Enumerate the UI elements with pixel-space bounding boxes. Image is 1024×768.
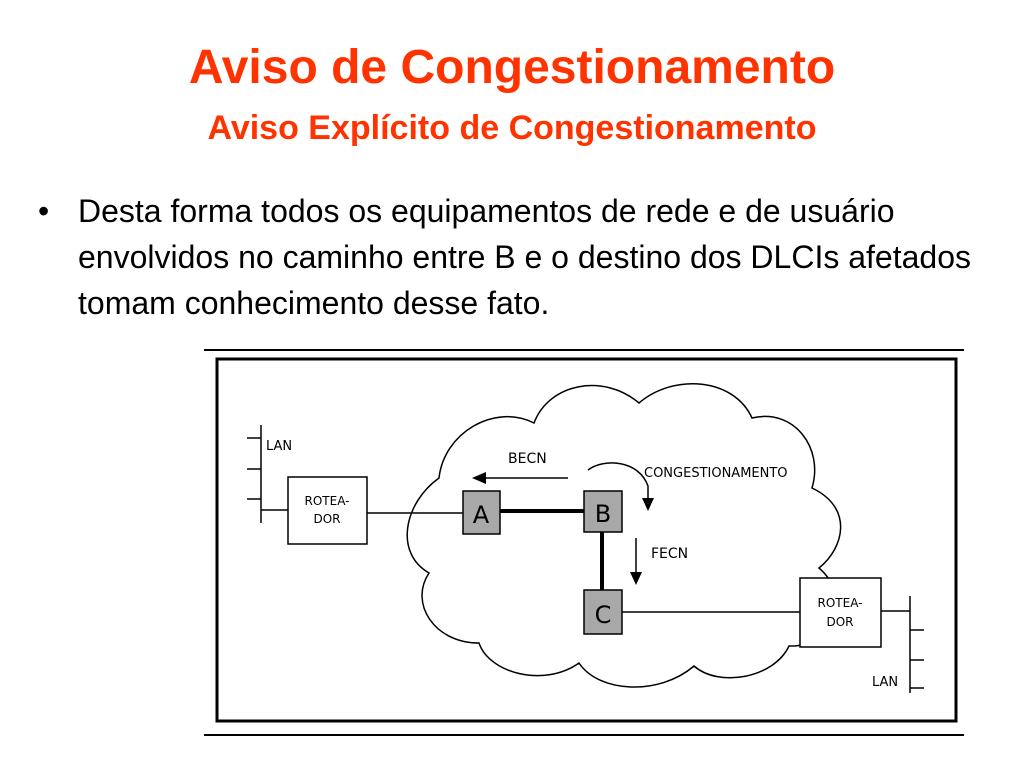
bullet-dot: • [38,193,50,229]
router-left [288,477,367,544]
slide-title: Aviso de Congestionamento [188,41,836,94]
slide-subtitle: Aviso Explícito de Congestionamento [207,109,817,147]
router-left-label-line2: DOR [313,512,341,526]
node-c-label: C [594,601,612,629]
bullet-text: Desta forma todos os equipamentos de rede e de usuário envolvidos no caminho entre B e o destino dos DLCIs afetados tomam conhecimento desse fato. [78,193,971,321]
router-left-label-line1: ROTEA- [304,494,350,508]
fecn-label: FECN [651,546,689,562]
becn-label: BECN [508,451,547,467]
lan-right-label: LAN [872,675,899,690]
router-right-label-line2: DOR [826,615,854,629]
congestion-label: CONGESTIONAMENTO [644,466,788,481]
bullet-list [0,188,1000,326]
router-right-label-line1: ROTEA- [817,596,863,610]
network-cloud [407,384,840,687]
node-a-label: A [472,501,490,529]
node-b-label: B [594,500,612,528]
lan-left-label: LAN [266,439,293,454]
router-right [800,578,881,647]
congestion-diagram [204,348,970,740]
bullet-item [0,188,1000,326]
